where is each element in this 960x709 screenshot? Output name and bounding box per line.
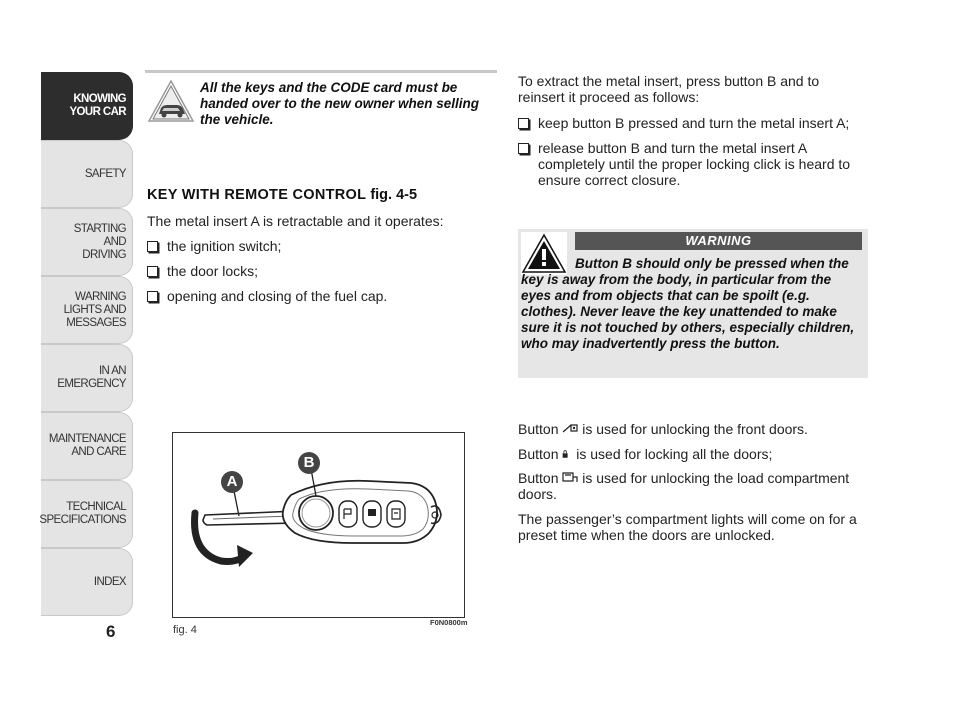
warning-title: WARNING — [575, 232, 862, 250]
tab-index[interactable] — [41, 548, 133, 616]
tab-knowing-your-car[interactable] — [41, 72, 133, 140]
page-number: 6 — [106, 622, 116, 641]
tab-starting-and-driving[interactable] — [41, 208, 133, 276]
lock-icon — [562, 448, 572, 460]
tab-maintenance[interactable] — [41, 412, 133, 480]
figure-code: F0N0800m — [430, 618, 468, 627]
button-line-lock — [518, 446, 863, 462]
tab-label: INDEX — [93, 575, 126, 588]
label-b: B — [303, 454, 315, 471]
note-text: All the keys and the CODE card must be handed over to the new owner when selling the vehicle. — [200, 80, 480, 127]
tab-label: KNOWING YOUR CAR — [69, 93, 126, 118]
tab-label: WARNING LIGHTS AND MESSAGES — [63, 290, 126, 329]
heading-title: KEY WITH REMOTE CONTROL — [147, 187, 367, 203]
warning-text: Button B should only be pressed when the key is away from the body, in particular from the eyes and from objects that can be spoilt (e.g. clothes). Never leave the key unattended to make sure it is not touched by others, especially children, who may inadvertently press the button. — [521, 256, 855, 351]
tab-technical-specifications[interactable] — [41, 480, 133, 548]
label-a: A — [226, 473, 238, 490]
button-suffix: is used for unlocking the front doors. — [582, 421, 808, 437]
button-suffix: is used for locking all the doors; — [576, 446, 773, 462]
button-prefix: Button — [518, 470, 559, 486]
tab-emergency[interactable] — [41, 344, 133, 412]
note-car-icon — [147, 78, 195, 124]
key-figure — [172, 432, 465, 618]
tab-label: MAINTENANCE AND CARE — [48, 433, 126, 458]
figure-caption: fig. 4 — [173, 624, 197, 636]
unlock-load-compartment-icon — [562, 472, 578, 484]
list-item: opening and closing of the fuel cap. — [147, 288, 387, 304]
section-heading — [147, 187, 417, 203]
tab-warning-lights[interactable] — [41, 276, 133, 344]
button-prefix: Button — [518, 446, 559, 462]
tab-label: SAFETY — [84, 167, 126, 180]
button-line-unlock-load — [518, 470, 863, 502]
tab-label: STARTING AND DRIVING — [73, 222, 126, 261]
heading-figure-ref: fig. 4-5 — [370, 187, 418, 203]
list-item: release button B and turn the metal insert A completely until the proper locking click is heard to ensure correct closure. — [518, 140, 863, 188]
button-prefix: Button — [518, 421, 559, 437]
intro-text: The metal insert A is retractable and it operates: — [147, 213, 444, 229]
tab-label: TECHNICAL SPECIFICATIONS — [39, 501, 126, 526]
button-line-unlock-front — [518, 421, 863, 437]
list-item: the door locks; — [147, 263, 258, 279]
tab-safety[interactable] — [41, 140, 133, 208]
closing-text: The passenger’s compartment lights will come on for a preset time when the doors are unlocked. — [518, 511, 857, 543]
list-item: the ignition switch; — [147, 238, 281, 254]
button-suffix: is used for unlocking the load compartment doors. — [518, 470, 850, 502]
unlock-front-doors-icon — [562, 423, 578, 435]
list-item: keep button B pressed and turn the metal insert A; — [518, 115, 863, 131]
extract-intro: To extract the metal insert, press button B and to reinsert it proceed as follows: — [518, 73, 820, 105]
tab-label: IN AN EMERGENCY — [57, 365, 126, 390]
